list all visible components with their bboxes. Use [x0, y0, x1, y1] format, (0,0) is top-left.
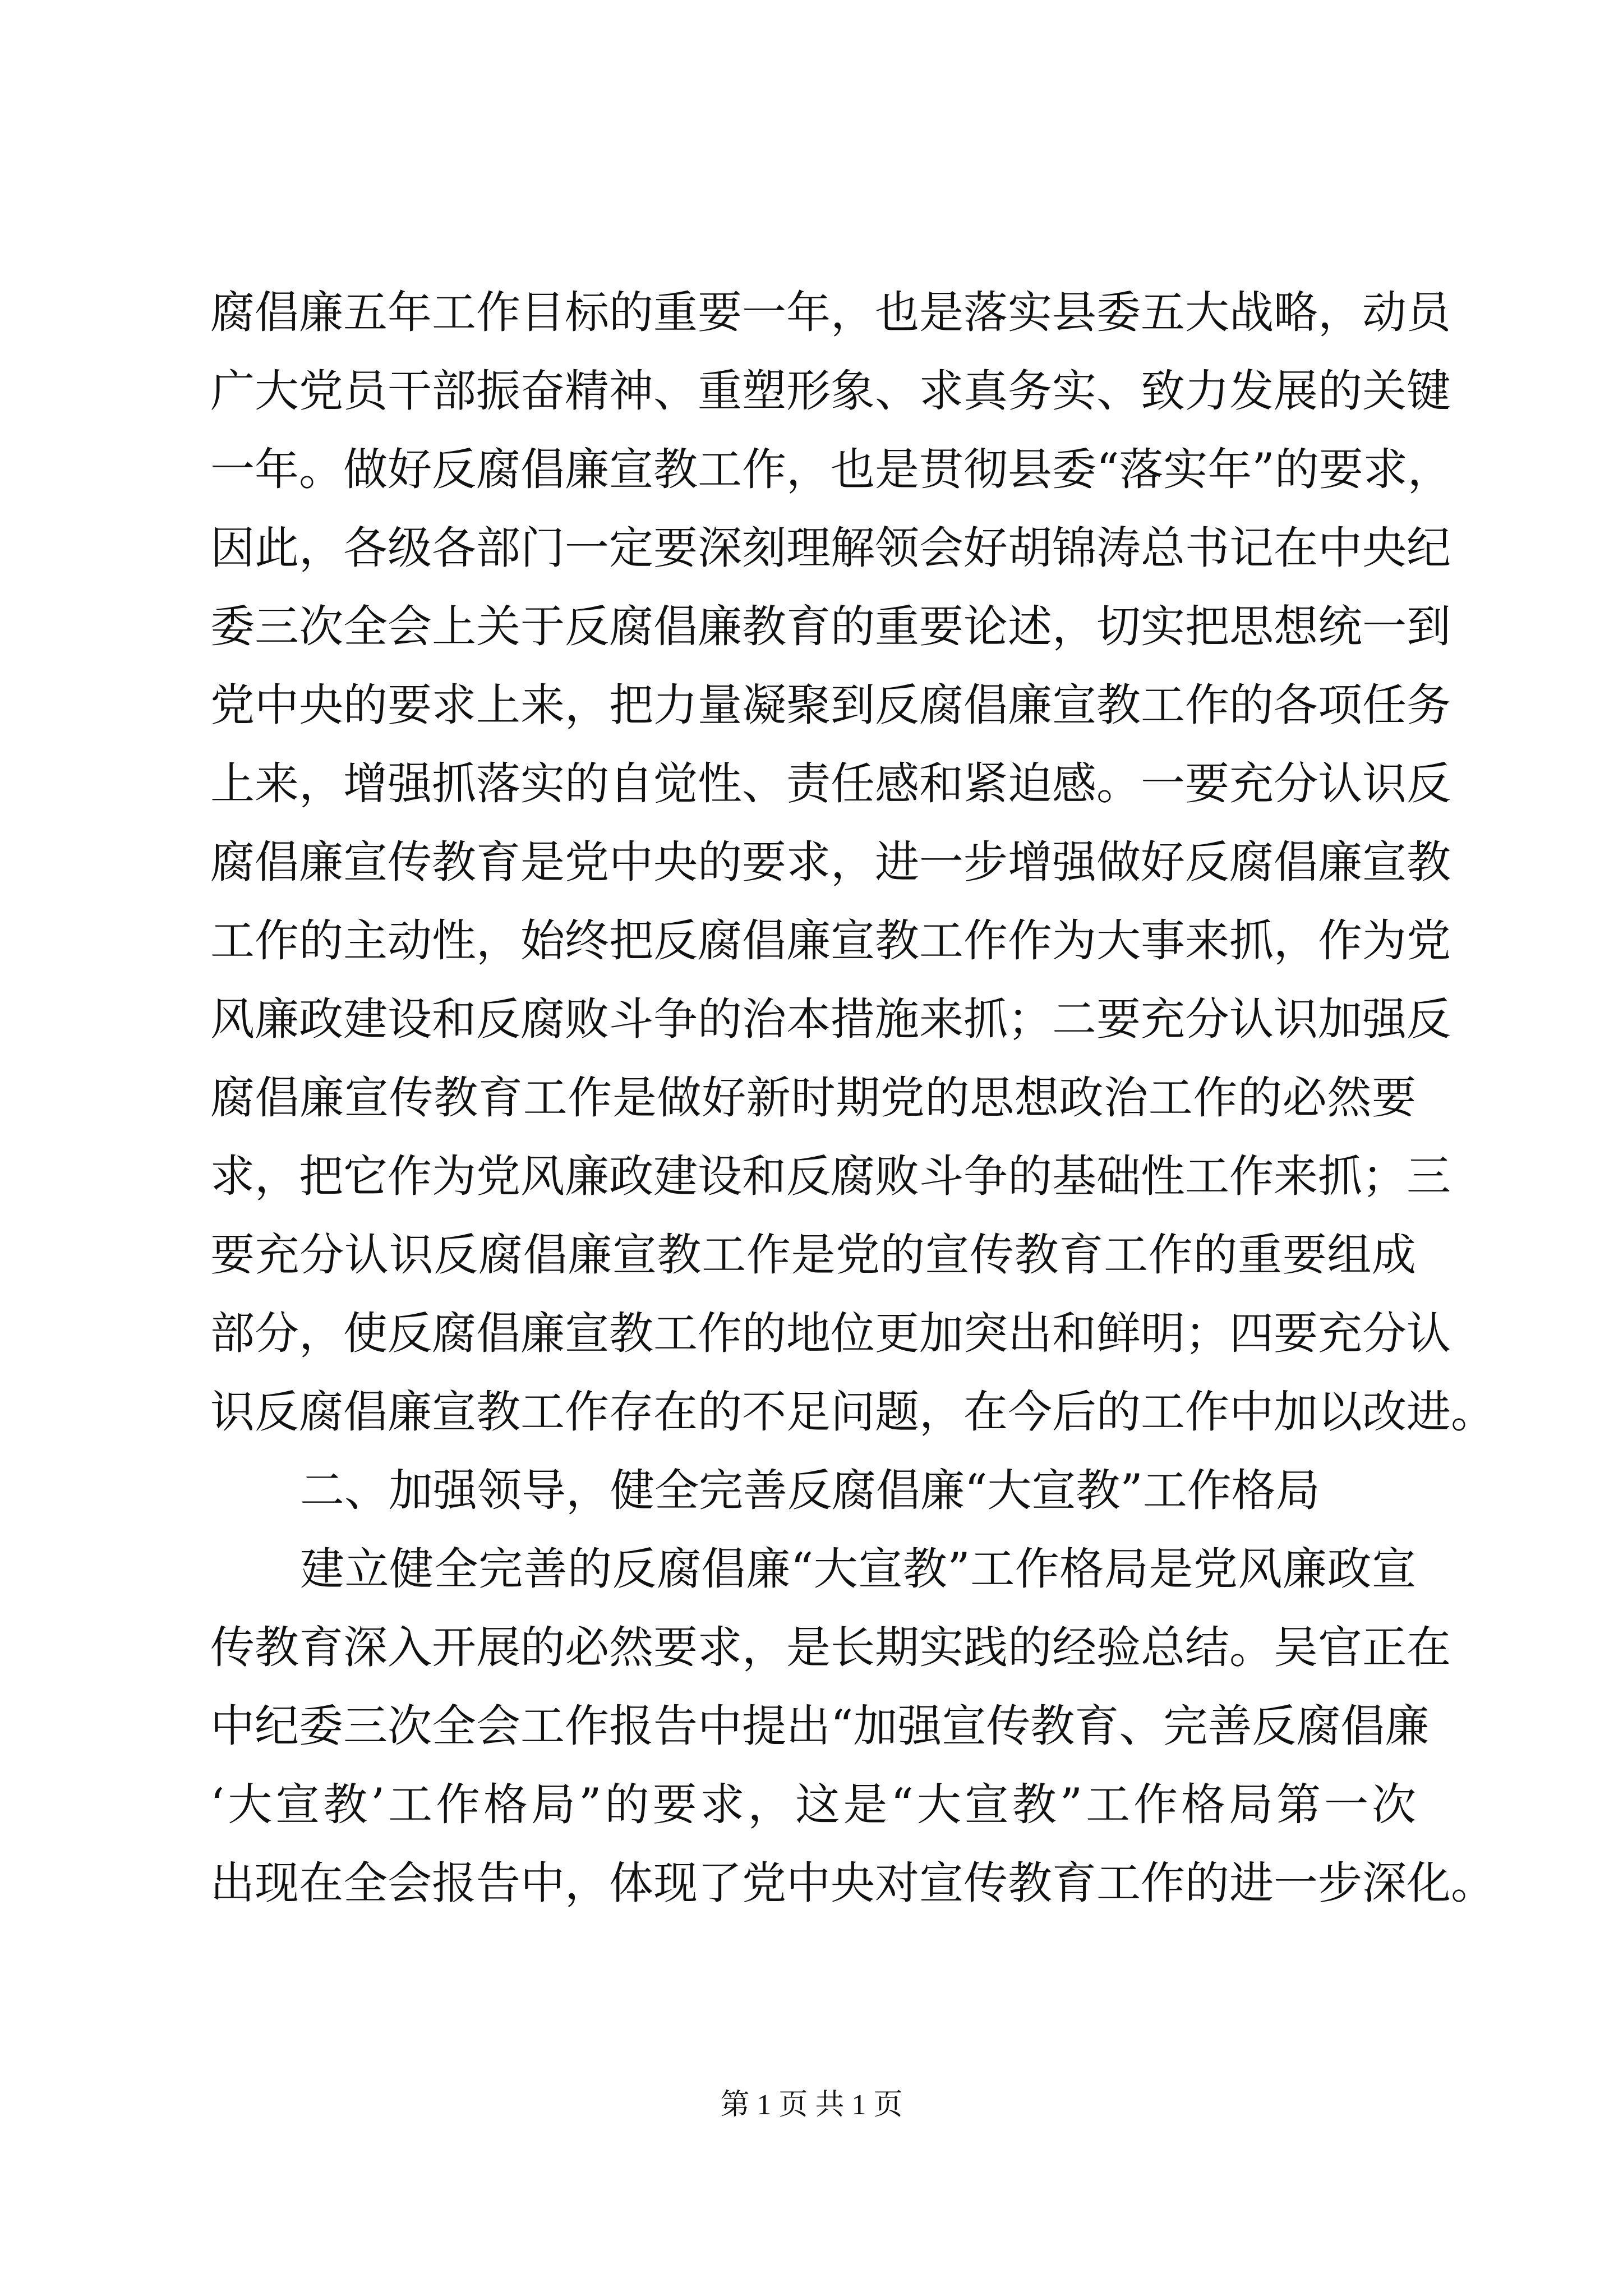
section-heading: 二、加强领导，健全完善反腐倡廉“大宣教”工作格局 [300, 1465, 1320, 1516]
body-text-line: 部分，使反腐倡廉宣教工作的地位更加突出和鲜明；四要充分认 [210, 1308, 1451, 1359]
body-text-line: 风廉政建设和反腐败斗争的治本措施来抓；二要充分认识加强反 [210, 993, 1451, 1045]
body-text-line: 建立健全完善的反腐倡廉“大宣教”工作格局是党风廉政宣 [300, 1543, 1416, 1595]
body-text-line: 求，把它作为党风廉政建设和反腐败斗争的基础性工作来抓；三 [210, 1151, 1451, 1202]
body-text-line: 腐倡廉宣传教育工作是做好新时期党的思想政治工作的必然要 [210, 1072, 1416, 1124]
body-text-line: 识反腐倡廉宣教工作存在的不足问题，在今后的工作中加以改进。 [210, 1386, 1495, 1438]
body-text-line: 传教育深入开展的必然要求，是长期实践的经验总结。吴官正在 [210, 1622, 1451, 1673]
body-text-line: 因此，各级各部门一定要深刻理解领会好胡锦涛总书记在中央纪 [210, 522, 1451, 574]
body-text-line: 广大党员干部振奋精神、重塑形象、求真务实、致力发展的关键 [210, 365, 1451, 417]
body-text-line: 委三次全会上关于反腐倡廉教育的重要论述，切实把思想统一到 [210, 601, 1451, 652]
body-text-line: ‘大宣教’工作格局”的要求，这是“大宣教”工作格局第一次 [210, 1779, 1416, 1830]
body-text-line: 一年。做好反腐倡廉宣教工作，也是贯彻县委“落实年”的要求， [210, 444, 1452, 495]
page-footer: 第 1 页 共 1 页 [720, 2089, 903, 2121]
body-text-line: 上来，增强抓落实的自觉性、责任感和紧迫感。一要充分认识反 [210, 758, 1451, 809]
body-text-line: 出现在全会报告中，体现了党中央对宣传教育工作的进一步深化。 [210, 1857, 1495, 1909]
body-text-line: 中纪委三次全会工作报告中提出“加强宣传教育、完善反腐倡廉 [210, 1700, 1430, 1752]
body-text-line: 腐倡廉五年工作目标的重要一年，也是落实县委五大战略，动员 [210, 287, 1451, 338]
body-text-line: 工作的主动性，始终把反腐倡廉宣教工作作为大事来抓，作为党 [210, 915, 1451, 967]
body-text-line: 腐倡廉宣传教育是党中央的要求，进一步增强做好反腐倡廉宣教 [210, 836, 1451, 888]
body-text-line: 党中央的要求上来，把力量凝聚到反腐倡廉宣教工作的各项任务 [210, 679, 1451, 731]
body-text-line: 要充分认识反腐倡廉宣教工作是党的宣传教育工作的重要组成 [210, 1229, 1416, 1281]
